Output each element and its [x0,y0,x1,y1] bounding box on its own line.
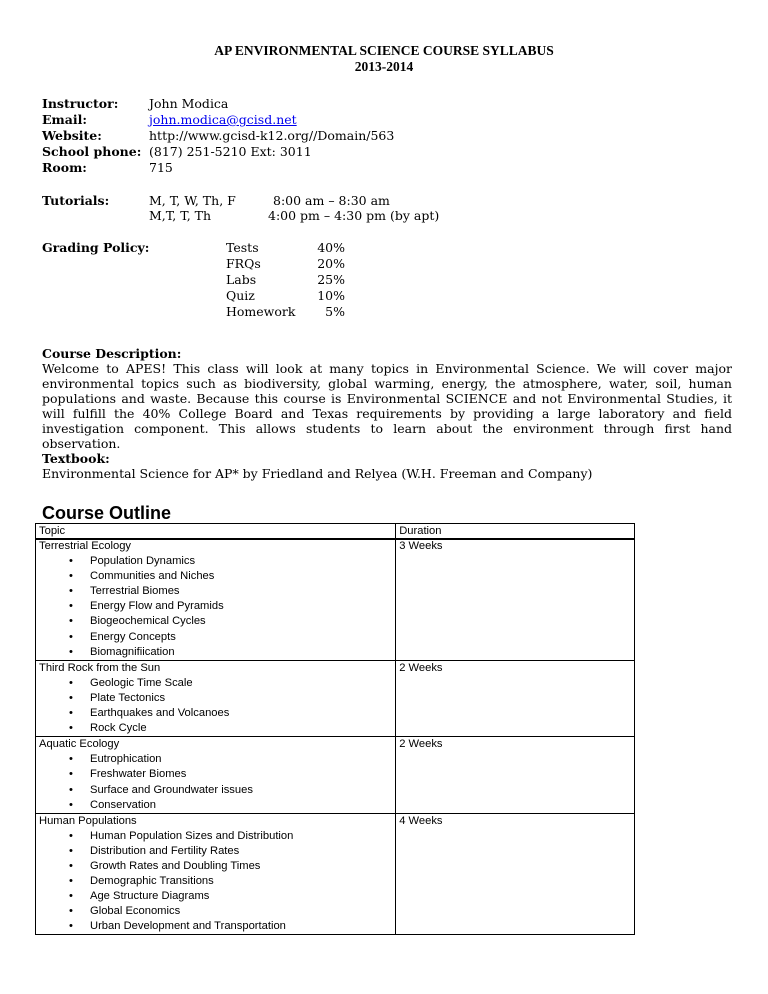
list-item: • Global Economics [39,904,395,919]
grade-item-name: Quiz [226,288,255,303]
list-item: • Demographic Transitions [39,874,395,889]
bullet-icon: • [69,844,73,857]
website-url: http://www.gcisd-k12.org//Domain/563 [149,128,395,143]
unit-topic-list [39,676,395,736]
unit-title: Terrestrial Ecology [39,540,132,552]
list-item: • Terrestrial Biomes [39,584,395,599]
bullet-icon: • [69,920,73,933]
email-label: Email: [42,112,87,127]
list-item: • Energy Flow and Pyramids [39,599,395,614]
bullet-icon: • [69,905,73,918]
list-item: • Eutrophication [39,752,395,767]
document-year: 2013-2014 [354,59,414,74]
list-item: • Age Structure Diagrams [39,889,395,904]
list-item: • Plate Tectonics [39,691,395,706]
phone-number: (817) 251-5210 Ext: 3011 [149,144,312,159]
document-title: AP ENVIRONMENTAL SCIENCE COURSE SYLLABUS [214,43,554,58]
bullet-icon: • [69,585,73,598]
room-number: 715 [149,160,173,175]
bullet-icon: • [69,722,73,735]
grade-item-weight: 10% [317,288,345,303]
list-item: • Rock Cycle [39,721,395,736]
bullet-icon: • [69,783,73,796]
room-label: Room: [42,160,87,175]
unit-duration: 4 Weeks [396,813,635,935]
description-text: Welcome to APES! This class will look at many topics in Environmental Science. We will cover major environmental topics such as biodiversity, global warming, energy, the atmosphere, water, soil, human populations and waste. Because this course is Environmental SCIENCE and not Environmental Studies, it will fulfill the 40% College Board and Texas requirements by providing a large laboratory and field investigation component. This allows students to learn about the environment through first hand observation. [42,361,732,451]
bullet-icon: • [69,707,73,720]
topic-column-header: Topic [36,524,396,540]
grade-item-name: FRQs [226,256,261,271]
list-item: • Human Population Sizes and Distribution [39,829,395,844]
list-item: • Population Dynamics [39,554,395,569]
list-item: • Surface and Groundwater issues [39,783,395,798]
email-link[interactable]: john.modica@gcisd.net [149,112,297,127]
phone-label: School phone: [42,144,142,159]
grade-item-weight: 5% [325,304,345,319]
bullet-icon: • [69,615,73,628]
bullet-icon: • [69,630,73,643]
bullet-icon: • [69,691,73,704]
bullet-icon: • [69,645,73,658]
instructor-info [42,96,642,176]
bullet-icon: • [69,570,73,583]
textbook-heading: Textbook: [42,451,110,466]
list-item: • Communities and Niches [39,569,395,584]
list-item: • Conservation [39,798,395,813]
table-row [36,813,635,935]
duration-column-header: Duration [396,524,635,540]
bullet-icon: • [69,798,73,811]
instructor-label: Instructor: [42,96,119,111]
list-item: • Growth Rates and Doubling Times [39,859,395,874]
grade-item-weight: 40% [317,240,345,255]
bullet-icon: • [69,676,73,689]
list-item: • Freshwater Biomes [39,767,395,782]
tutorial-time-1: 8:00 am – 8:30 am [273,193,390,208]
description-heading: Course Description: [42,346,182,361]
bullet-icon: • [69,829,73,842]
list-item: • Biomagnifiication [39,645,395,660]
tutorial-days-2: M,T, T, Th [149,208,212,223]
bullet-icon: • [69,753,73,766]
table-row [36,737,635,813]
unit-topic-list [39,752,395,812]
list-item: • Urban Development and Transportation [39,919,395,934]
website-label: Website: [42,128,102,143]
bullet-icon: • [69,859,73,872]
unit-title: Aquatic Ecology [39,738,120,751]
list-item: • Biogeochemical Cycles [39,614,395,629]
table-row [36,539,635,661]
unit-duration: 2 Weeks [396,660,635,736]
instructor-name: John Modica [149,96,229,111]
unit-duration: 2 Weeks [396,737,635,813]
grading-label: Grading Policy: [42,240,150,255]
grade-item-weight: 25% [317,272,345,287]
course-outline-heading: Course Outline [42,503,172,523]
list-item: • Energy Concepts [39,630,395,645]
unit-title: Human Populations [39,814,137,827]
tutorial-time-2: 4:00 pm – 4:30 pm (by apt) [268,208,440,223]
bullet-icon: • [69,875,73,888]
tutorials-label: Tutorials: [42,193,110,208]
unit-duration: 3 Weeks [396,539,635,661]
unit-title: Third Rock from the Sun [39,661,161,674]
bullet-icon: • [69,600,73,613]
list-item: • Geologic Time Scale [39,676,395,691]
unit-topic-list [39,829,395,935]
course-outline-body [35,538,635,935]
grade-item-weight: 20% [317,256,345,271]
table-row [36,660,635,736]
bullet-icon: • [69,768,73,781]
textbook-text: Environmental Science for AP* by Friedland and Relyea (W.H. Freeman and Company) [42,466,593,481]
grade-item-name: Tests [226,240,259,255]
grade-item-name: Labs [226,272,257,287]
unit-topic-list [39,554,395,660]
bullet-icon: • [69,555,73,568]
grade-item-name: Homework [226,304,296,319]
list-item: • Earthquakes and Volcanoes [39,706,395,721]
list-item: • Distribution and Fertility Rates [39,844,395,859]
tutorial-days-1: M, T, W, Th, F [149,193,236,208]
bullet-icon: • [69,890,73,903]
